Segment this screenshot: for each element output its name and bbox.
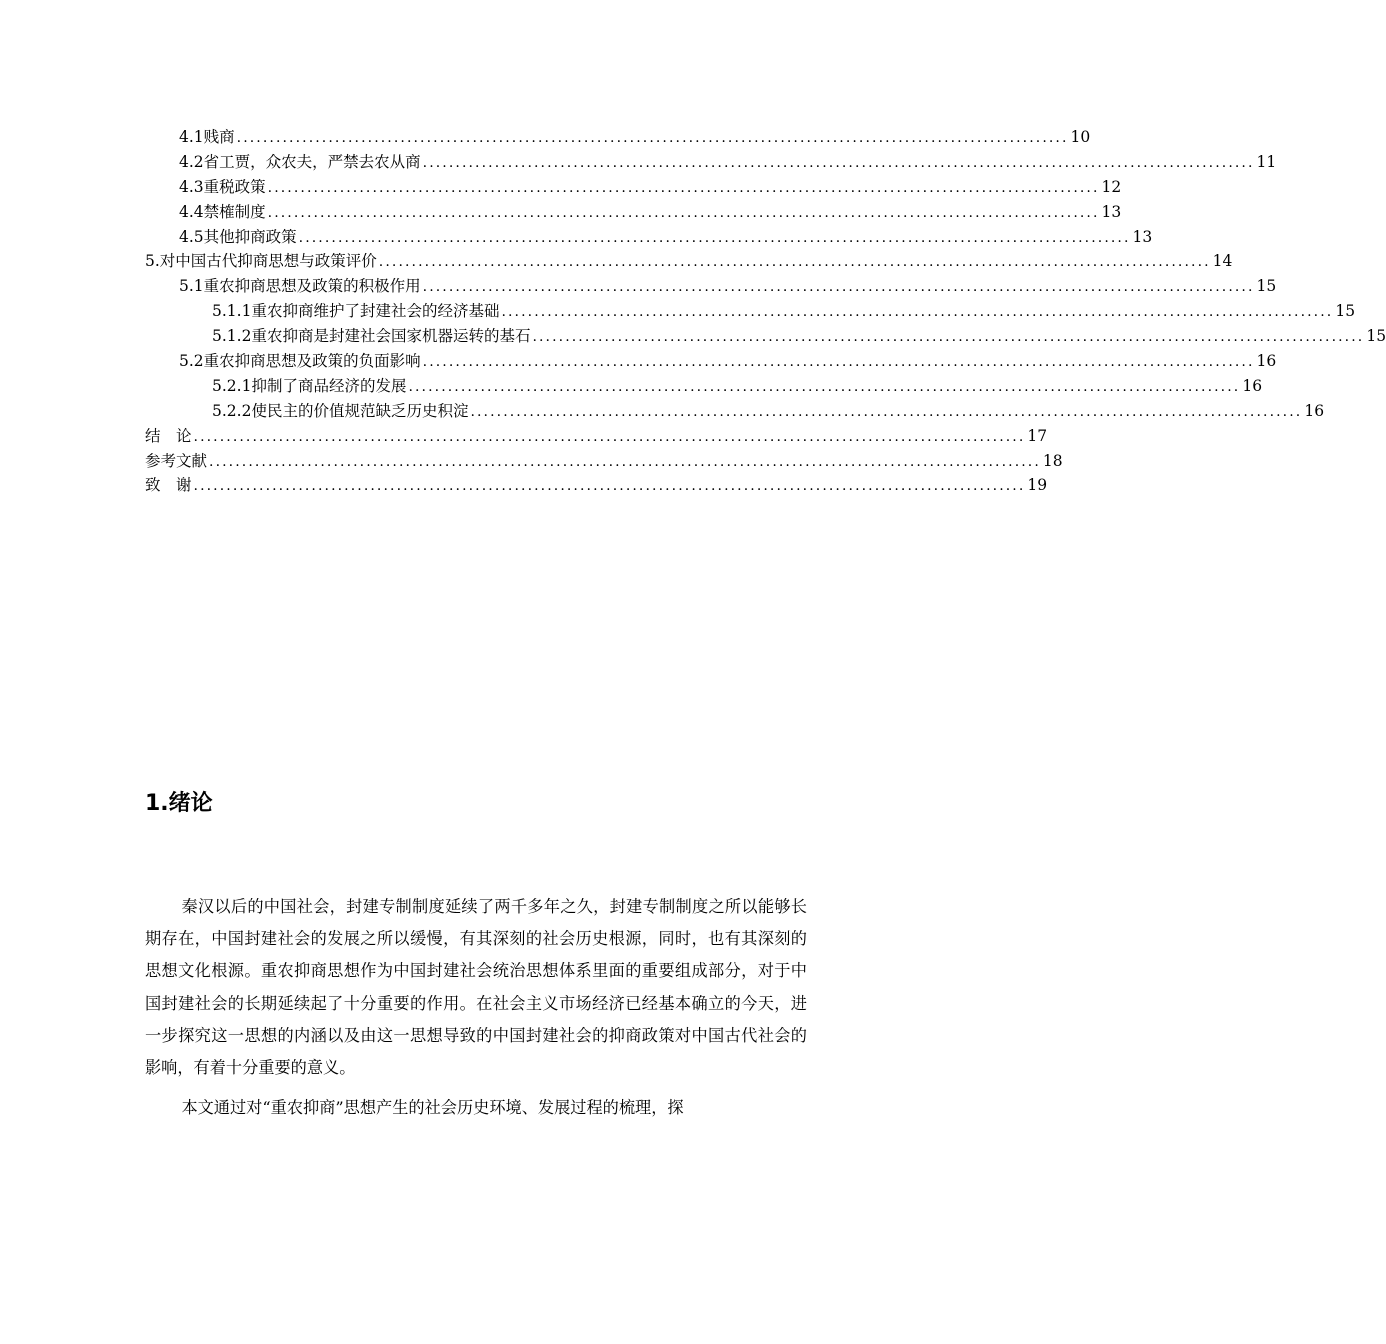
toc-entry-page: 16	[1256, 352, 1277, 371]
toc-entry[interactable]	[145, 449, 1063, 474]
toc-entry-page: 15	[1335, 302, 1356, 321]
table-of-contents	[145, 125, 1386, 498]
toc-entry[interactable]	[145, 150, 1277, 175]
toc-leader-dots: ...............................................................................................................................	[422, 354, 1255, 371]
toc-entry[interactable]	[145, 175, 1122, 200]
toc-entry[interactable]	[145, 299, 1356, 324]
toc-entry-title: 5.1.1重农抑商维护了封建社会的经济基础	[212, 302, 500, 321]
toc-entry-title: 4.3重税政策	[179, 177, 266, 196]
toc-entry-title: 4.5其他抑商政策	[179, 227, 297, 246]
toc-entry-page: 16	[1242, 376, 1263, 395]
toc-entry-title: 参考文献	[145, 451, 208, 470]
toc-leader-dots: ...............................................................................................................................	[193, 478, 1026, 495]
toc-entry[interactable]	[145, 225, 1153, 250]
toc-entry-page: 19	[1027, 476, 1048, 495]
toc-leader-dots: ...............................................................................................................................	[408, 378, 1241, 395]
toc-entry-page: 15	[1256, 277, 1277, 296]
toc-entry-page: 16	[1304, 401, 1325, 420]
toc-entry[interactable]	[145, 424, 1048, 449]
toc-entry-page: 15	[1366, 327, 1386, 346]
toc-entry[interactable]	[145, 200, 1122, 225]
toc-entry[interactable]	[145, 473, 1048, 498]
toc-leader-dots: ...............................................................................................................................	[470, 403, 1303, 420]
toc-entry-title: 4.1贱商	[179, 128, 235, 146]
toc-leader-dots: ...............................................................................................................................	[298, 229, 1131, 246]
toc-entry-page: 12	[1101, 177, 1122, 196]
toc-entry[interactable]	[145, 125, 1091, 150]
toc-entry-page: 11	[1256, 152, 1277, 171]
toc-entry-title: 4.2省工贾，众农夫，严禁去农从商	[179, 152, 421, 171]
toc-entry-page: 18	[1042, 451, 1063, 470]
toc-entry-title: 5.2.2使民主的价值规范缺乏历史积淀	[212, 401, 469, 420]
body-paragraph: 秦汉以后的中国社会，封建专制制度延续了两千多年之久，封建专制制度之所以能够长期存在，中国封建社会的发展之所以缓慢，有其深刻的社会历史根源，同时，也有其深刻的思想文化根源。重农抑商思想作为中国封建社会统治思想体系里面的重要组成部分，对于中国封建社会的长期延续起了十分重要的作用。在社会主义市场经济已经基本确立的今天，进一步探究这一思想的内涵以及由这一思想导致的中国封建社会的抑商政策对中国古代社会的影响，有着十分重要的意义。	[145, 897, 807, 1078]
toc-leader-dots: ...............................................................................................................................	[267, 204, 1100, 221]
toc-entry-page: 17	[1027, 426, 1048, 445]
section-heading: 1.绪论	[145, 791, 213, 816]
body-paragraph: 本文通过对“重农抑商”思想产生的社会历史环境、发展过程的梳理，探	[181, 1098, 684, 1118]
toc-leader-dots: ...............................................................................................................................	[501, 304, 1334, 321]
toc-leader-dots: ...............................................................................................................................	[422, 279, 1255, 296]
toc-entry-title: 4.4禁榷制度	[179, 202, 266, 221]
toc-entry[interactable]	[145, 399, 1325, 424]
toc-entry-page: 13	[1132, 227, 1153, 246]
toc-leader-dots: ...............................................................................................................................	[378, 254, 1211, 271]
toc-entry-title: 5.2重农抑商思想及政策的负面影响	[179, 352, 421, 371]
toc-entry-title: 5.1重农抑商思想及政策的积极作用	[179, 277, 421, 296]
toc-entry[interactable]	[145, 324, 1386, 349]
toc-entry[interactable]	[145, 274, 1277, 299]
toc-entry[interactable]	[145, 349, 1277, 374]
toc-entry-title: 结 论	[145, 426, 192, 445]
toc-leader-dots: ...............................................................................................................................	[422, 154, 1255, 171]
toc-entry-page: 14	[1212, 252, 1233, 271]
toc-entry[interactable]	[145, 249, 1233, 274]
toc-entry-title: 5.1.2重农抑商是封建社会国家机器运转的基石	[212, 327, 531, 346]
toc-entry-title: 5.2.1抑制了商品经济的发展	[212, 376, 407, 395]
toc-entry-page: 10	[1070, 128, 1091, 146]
section-body	[145, 891, 807, 1124]
toc-entry-title: 致 谢	[145, 476, 192, 495]
toc-entry[interactable]	[145, 374, 1263, 399]
toc-leader-dots: ...............................................................................................................................	[267, 179, 1100, 196]
toc-entry-page: 13	[1101, 202, 1122, 221]
toc-entry-title: 5.对中国古代抑商思想与政策评价	[145, 252, 377, 271]
toc-leader-dots: ...............................................................................................................................	[532, 329, 1365, 346]
toc-leader-dots: ...............................................................................................................................	[209, 453, 1041, 470]
toc-leader-dots: ...............................................................................................................................	[236, 130, 1069, 146]
toc-leader-dots: ...............................................................................................................................	[193, 428, 1026, 445]
